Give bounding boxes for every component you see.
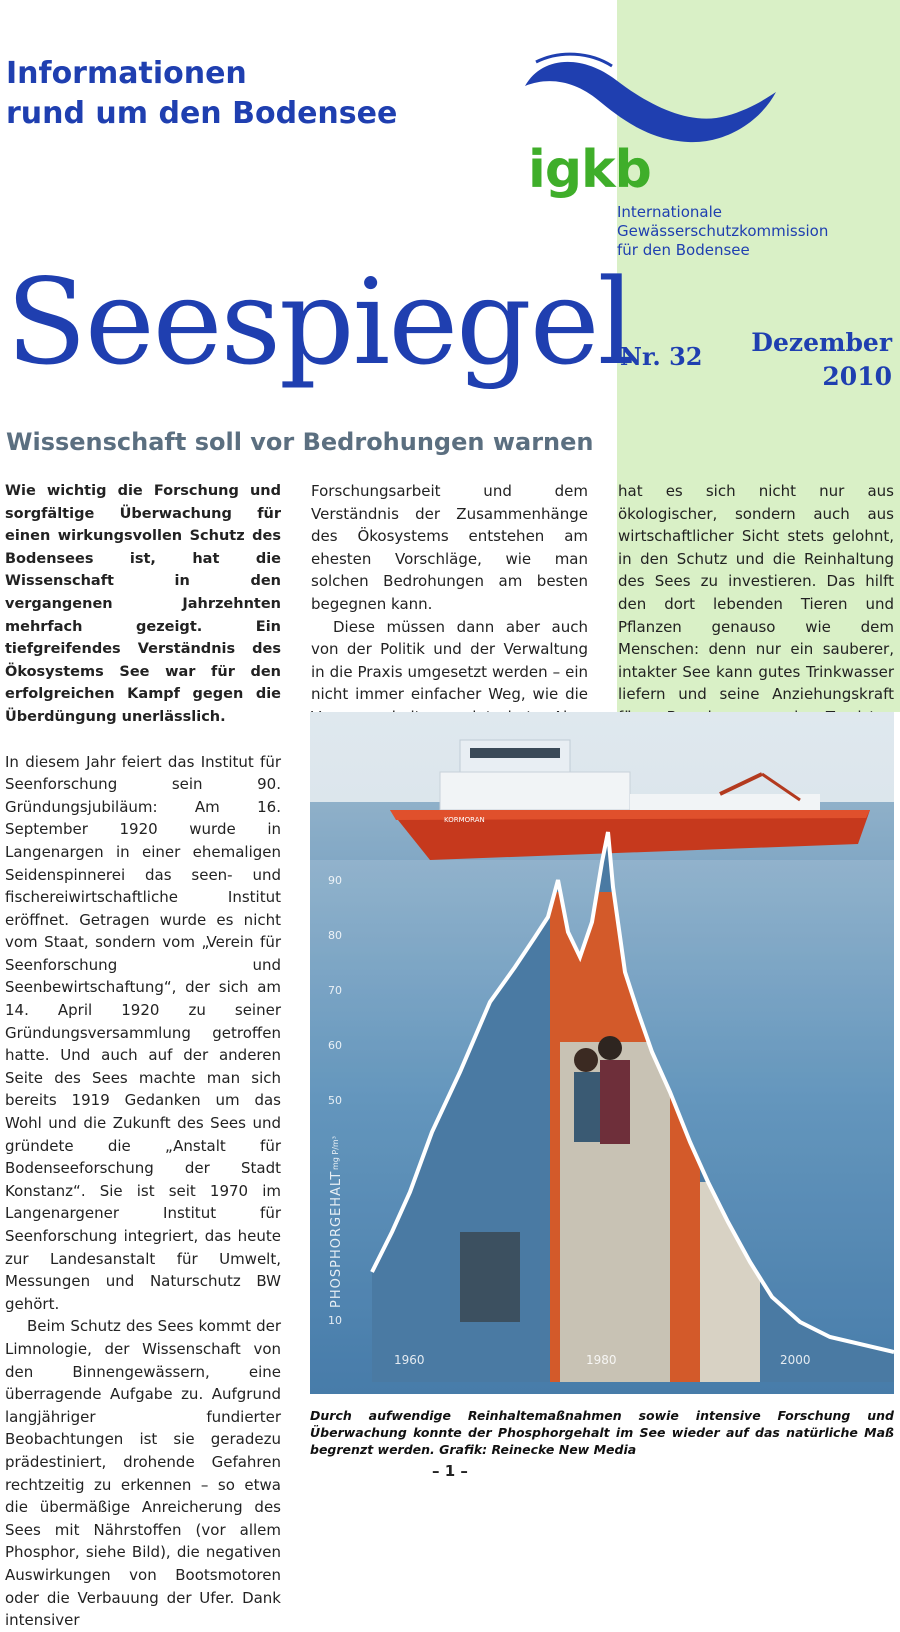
article-paragraph: Beim Schutz des Sees kommt der Limnologie, der Wissenschaft von den Binnengewässern, eine überragende Aufgabe zu. Aufgrund langjähriger fundierter Beobachtungen ist sie geradezu prädestiniert, drohende Gefahren rechtzeitig zu erkennen – so etwa die übermäßige Anreicherung des Sees mit Nährstoffen (vor allem Phosphor, siehe Bild), die negativen Auswirkungen von Bootsmotoren oder die Verbauung der Ufer. Dank intensiver: [5, 1317, 281, 1630]
article-paragraph: In diesem Jahr feiert das Institut für Seenforschung sein 90. Gründungsjubiläum: Am 16. September 1920 wurde in Langenargen in einer ehemaligen Seidenspinnerei das seen- und fischereiwirtschaftliche Institut eröffnet. Getragen wurde es nicht vom Staat, sondern vom „Verein für Seenforschung und Seenbewirtschaftung“, der sich am 14. April 1920 zu seiner Gründungsversammlung getroffen hatte. Und auch auf der anderen Seite des Sees machte man sich bereits 1919 Gedanken um das Wohl und die Zukunft des Sees und gründete die „Anstalt für Bodenseeforschung der Stadt Konstanz“. Sie ist seit 1970 im Langenargener Institut für Seenforschung integriert, das heute zur Landesanstalt für Umwelt, Messungen und Naturschutz BW gehört.: [5, 752, 281, 1313]
issue-number: Nr. 32: [620, 342, 703, 371]
article-column-2: [311, 480, 588, 751]
article-headline: Wissenschaft soll vor Bedrohungen warnen: [6, 428, 594, 456]
y-tick-label: 80: [328, 929, 342, 942]
org-line-3: für den Bodensee: [617, 241, 750, 259]
article-paragraph: Forschungsarbeit und dem Verständnis der Zusammenhänge des Ökosystems entstehen am ehesten Vorschläge, wie man solchen Bedrohungen am besten begegnen kann.: [311, 482, 588, 613]
y-tick-label: 70: [328, 984, 342, 997]
boat-name: KORMORAN: [444, 816, 485, 824]
y-tick-label: 60: [328, 1039, 342, 1052]
article-paragraph: Diese müssen dann aber auch von der Politik und der Verwaltung in die Praxis umgesetzt werden – ein nicht immer einfacher Weg, wie die: [311, 617, 588, 704]
kicker-line-1: Informationen: [6, 56, 247, 91]
issue-date: [751, 326, 892, 394]
organization-name: [617, 203, 897, 260]
org-line-1: Internationale: [617, 203, 722, 221]
phosphorus-photo-graphic: [310, 712, 894, 1394]
kicker: [6, 54, 397, 134]
igkb-wave-logo-icon: [520, 48, 780, 148]
y-tick-label: 10: [328, 1314, 342, 1327]
figure-caption: Durch aufwendige Reinhaltemaßnahmen sowie intensive Forschung und Überwachung konnte der Phosphorgehalt im See wieder auf das natürliche Maß begrenzt werden. Grafik: Reinecke New Media: [310, 1408, 894, 1457]
article-lead: Wie wichtig die Forschung und sorgfältige Überwachung für einen wirkungsvollen Schutz des Bodensees ist, hat die Wissenschaft in den vergangenen Jahrzehnten mehrfach gezeigt. Ein tiefgreifendes Verständnis des Ökosystems See war für den erfolgreichen Kampf gegen die Überdüngung unerlässlich.: [5, 483, 281, 725]
x-tick-label: 2000: [780, 1353, 811, 1367]
x-tick-label: 1980: [586, 1353, 617, 1367]
page-number: – 1 –: [432, 1462, 468, 1480]
photo-svg: [310, 712, 894, 1394]
issue-year: 2010: [822, 362, 892, 391]
y-axis-unit: mg P/m³: [331, 1136, 340, 1170]
issue-month: Dezember: [751, 328, 892, 357]
x-tick-label: 1960: [394, 1353, 425, 1367]
org-line-2: Gewässerschutzkommission: [617, 222, 829, 240]
y-axis-label: PHOSPHORGEHALT: [329, 1170, 344, 1308]
article-paragraph: hat es sich nicht nur aus ökologischer, sondern auch aus wirtschaftlicher Sicht stets gelohnt, in den Schutz und die Reinhaltung des Sees zu investieren. Das hilft den dort lebenden Tieren und Pflanzen genauso wie dem Menschen: denn nur ein sauberer, intakter See kann gutes Trinkwasser liefern und seine Anziehungskraft: [618, 482, 894, 704]
article-column-1: [5, 480, 281, 1632]
masthead-title: Seespiegel: [6, 253, 634, 391]
article-column-3: [618, 480, 894, 751]
y-tick-label: 50: [328, 1094, 342, 1107]
y-tick-label: 90: [328, 874, 342, 887]
igkb-logo-text: igkb: [528, 140, 651, 200]
kicker-line-2: rund um den Bodensee: [6, 96, 398, 131]
